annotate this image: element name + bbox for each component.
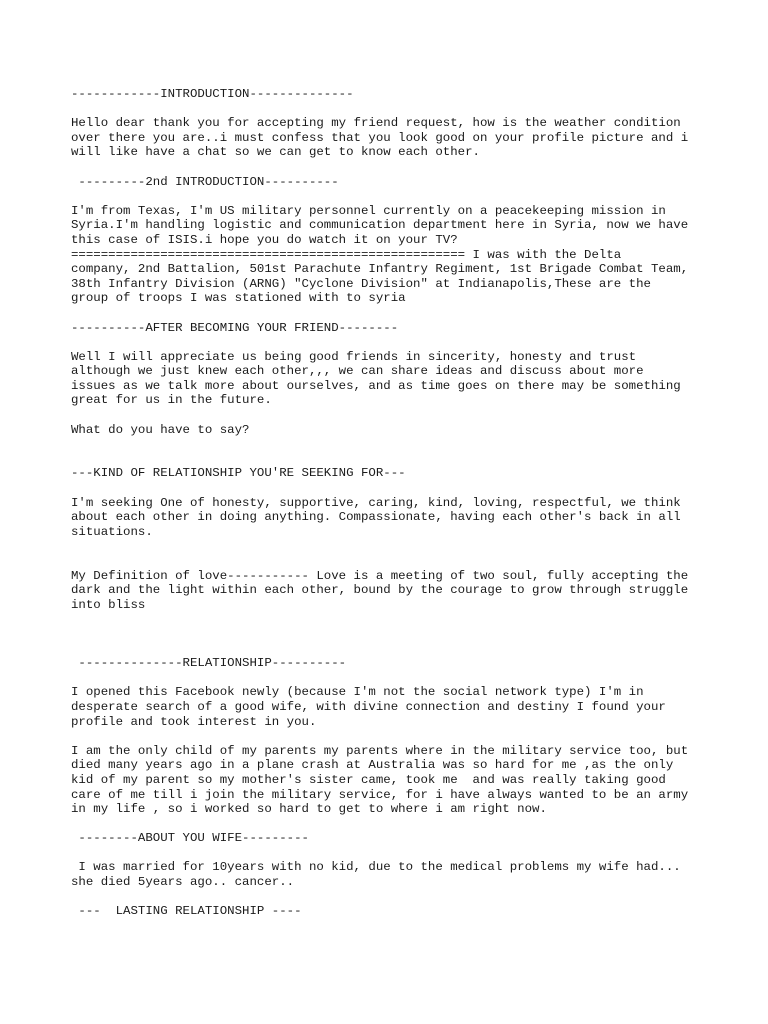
second-introduction-paragraph: I'm from Texas, I'm US military personnel currently on a peacekeeping mission in Syria.I'm handling logistic and communication department here in Syria, now we have this case of ISIS.i hope you do watch it on your TV? ===================================================== I was with the Delta company, 2nd Battalion, 501st Parachute Infantry Regiment, 1st Brigade Combat Team, 38th Infantry Division (ARNG) "Cyclone Division" at Indianapolis,These are the group of troops I was stationed with to syria — [71, 203, 689, 306]
document-page — [71, 87, 731, 919]
lasting-relationship-heading: --- LASTING RELATIONSHIP ---- — [71, 904, 302, 919]
kind-of-relationship-paragraph: I'm seeking One of honesty, supportive, caring, kind, loving, respectful, we think about each other in doing anything. Compassionate, having each other's back in all situations. — [71, 495, 681, 539]
relationship-heading: --------------RELATIONSHIP---------- — [71, 656, 347, 671]
introduction-paragraph: Hello dear thank you for accepting my friend request, how is the weather condition over there you are..i must confess that you look good on your profile picture and i will like have a chat so we can get to know each other. — [71, 116, 689, 160]
relationship-paragraph-1: I opened this Facebook newly (because I'm not the social network type) I'm in desperate search of a good wife, with divine connection and destiny I found your profile and took interest in you. — [71, 685, 666, 729]
after-friend-heading: ----------AFTER BECOMING YOUR FRIEND-------- — [71, 320, 399, 335]
about-wife-paragraph: I was married for 10years with no kid, due to the medical problems my wife had... she died 5years ago.. cancer.. — [71, 860, 681, 890]
kind-of-relationship-heading: ---KIND OF RELATIONSHIP YOU'RE SEEKING FOR--- — [71, 466, 406, 481]
about-wife-heading: --------ABOUT YOU WIFE--------- — [71, 831, 309, 846]
definition-of-love-paragraph: My Definition of love----------- Love is a meeting of two soul, fully accepting the dark and the light within each other, bound by the courage to grow through struggle into bliss — [71, 568, 689, 612]
after-friend-paragraph: Well I will appreciate us being good friends in sincerity, honesty and trust although we just knew each other,,, we can share ideas and discuss about more issues as we talk more about ourselves, and as time goes on there may be something great for us in the future. — [71, 349, 681, 408]
what-to-say-line: What do you have to say? — [71, 422, 250, 437]
introduction-heading: ------------INTRODUCTION-------------- — [71, 87, 354, 101]
second-introduction-heading: ---------2nd INTRODUCTION---------- — [71, 174, 339, 189]
relationship-paragraph-2: I am the only child of my parents my parents where in the military service too, but died many years ago in a plane crash at Australia was so hard for me ,as the only kid of my parent so my mother's sister came, took me and was really taking good care of me till i join the military service, for i have always wanted to be an army in my life , so i worked so hard to get to where i am right now. — [71, 743, 689, 817]
